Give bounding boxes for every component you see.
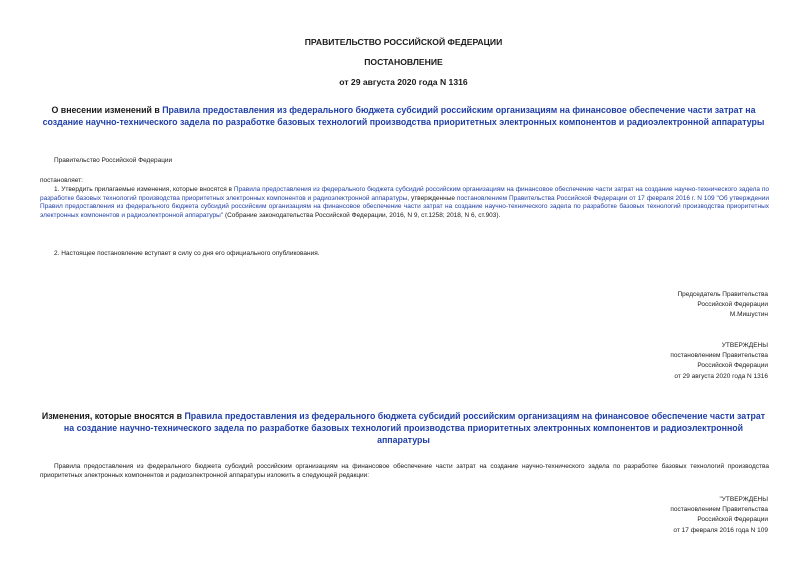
- item-1-text-a: 1. Утвердить прилагаемые изменения, которые вносятся в: [54, 186, 234, 193]
- document-title-prefix: О внесении изменений в: [51, 105, 163, 115]
- government-name: ПРАВИТЕЛЬСТВО РОССИЙСКОЙ ФЕДЕРАЦИИ: [304, 37, 503, 47]
- item-1-text-c: (Собрание законодательства Российской Федерации, 2016, N 9, ст.1258; 2018, N 6, ст.903).: [223, 211, 501, 219]
- rules-link-2[interactable]: Правила предоставления из федерального бюджета субсидий российским организациям на финансовое обеспечение части затрат на создание научно-технического задела по разработке базовых технологий производства приоритетных электронных компонентов и радиоэлектронной аппаратуры: [40, 186, 769, 202]
- changes-paragraph: Правила предоставления из федерального бюджета субсидий российским организациям на финансовое обеспечение части затрат на создание научно-технического задела по разработке базовых технологий производства приоритетных электронных компонентов и радиоэлектронной аппаратуры изложить в следующей редакции:: [40, 463, 769, 479]
- approved-line-3: Российской Федерации: [697, 362, 768, 370]
- signature-line-1: Председатель Правительства: [677, 291, 768, 298]
- document-title: [30, 104, 777, 128]
- decree-label: постановляет:: [40, 177, 83, 184]
- approved-line-2: постановлением Правительства: [670, 352, 768, 360]
- approved-block: [670, 341, 768, 382]
- item-1-text-b: , утвержденные: [407, 194, 457, 202]
- resolution-109-link[interactable]: постановлением Правительства Российской Федерации от 17 февраля 2016 г. N 109 "Об утверждении Правил предоставления из федерального бюджета субсидий российским организациям на финансовое обеспечение части затрат на создание научно-технического задела по разработке базовых технологий производства приоритетных электронных компонентов и радиоэлектронной аппаратуры": [40, 194, 769, 219]
- changes-title-prefix: Изменения, которые вносятся в: [41, 411, 185, 421]
- changes-title: [38, 410, 769, 446]
- approved-block-2: [670, 495, 768, 536]
- signature-line-2: Российской Федерации: [697, 301, 768, 309]
- approved2-line-4: от 17 февраля 2016 года N 109: [673, 526, 768, 534]
- rules-link-3[interactable]: Правила предоставления из федерального бюджета субсидий российским организациям на финансовое обеспечение части затрат на создание научно-технического задела по разработке базовых технологий производства приоритетных электронных компонентов и радиоэлектронной аппаратуры: [63, 411, 766, 445]
- approved2-line-1: "УТВЕРЖДЕНЫ: [719, 496, 768, 503]
- rules-link[interactable]: Правила предоставления из федерального бюджета субсидий российским организациям на финансовое обеспечение части затрат на создание научно-технического задела по разработке базовых технологий производства приоритетных электронных компонентов и радиоэлектронной аппаратуры: [42, 105, 765, 127]
- item-1-paragraph: [40, 186, 769, 220]
- approved2-line-2: постановлением Правительства: [670, 506, 768, 514]
- signature-line-3: М.Мишустин: [729, 311, 768, 319]
- document-date: от 29 августа 2020 года N 1316: [339, 77, 468, 87]
- item-2-paragraph: 2. Настоящее постановление вступает в силу со дня его официального опубликования.: [54, 250, 320, 257]
- approved-line-1: УТВЕРЖДЕНЫ: [721, 342, 768, 349]
- approved2-line-3: Российской Федерации: [697, 516, 768, 524]
- government-label: Правительство Российской Федерации: [54, 157, 173, 164]
- approved-line-4: от 29 августа 2020 года N 1316: [674, 372, 768, 380]
- signature-block: [677, 290, 768, 321]
- document-type: ПОСТАНОВЛЕНИЕ: [364, 57, 443, 67]
